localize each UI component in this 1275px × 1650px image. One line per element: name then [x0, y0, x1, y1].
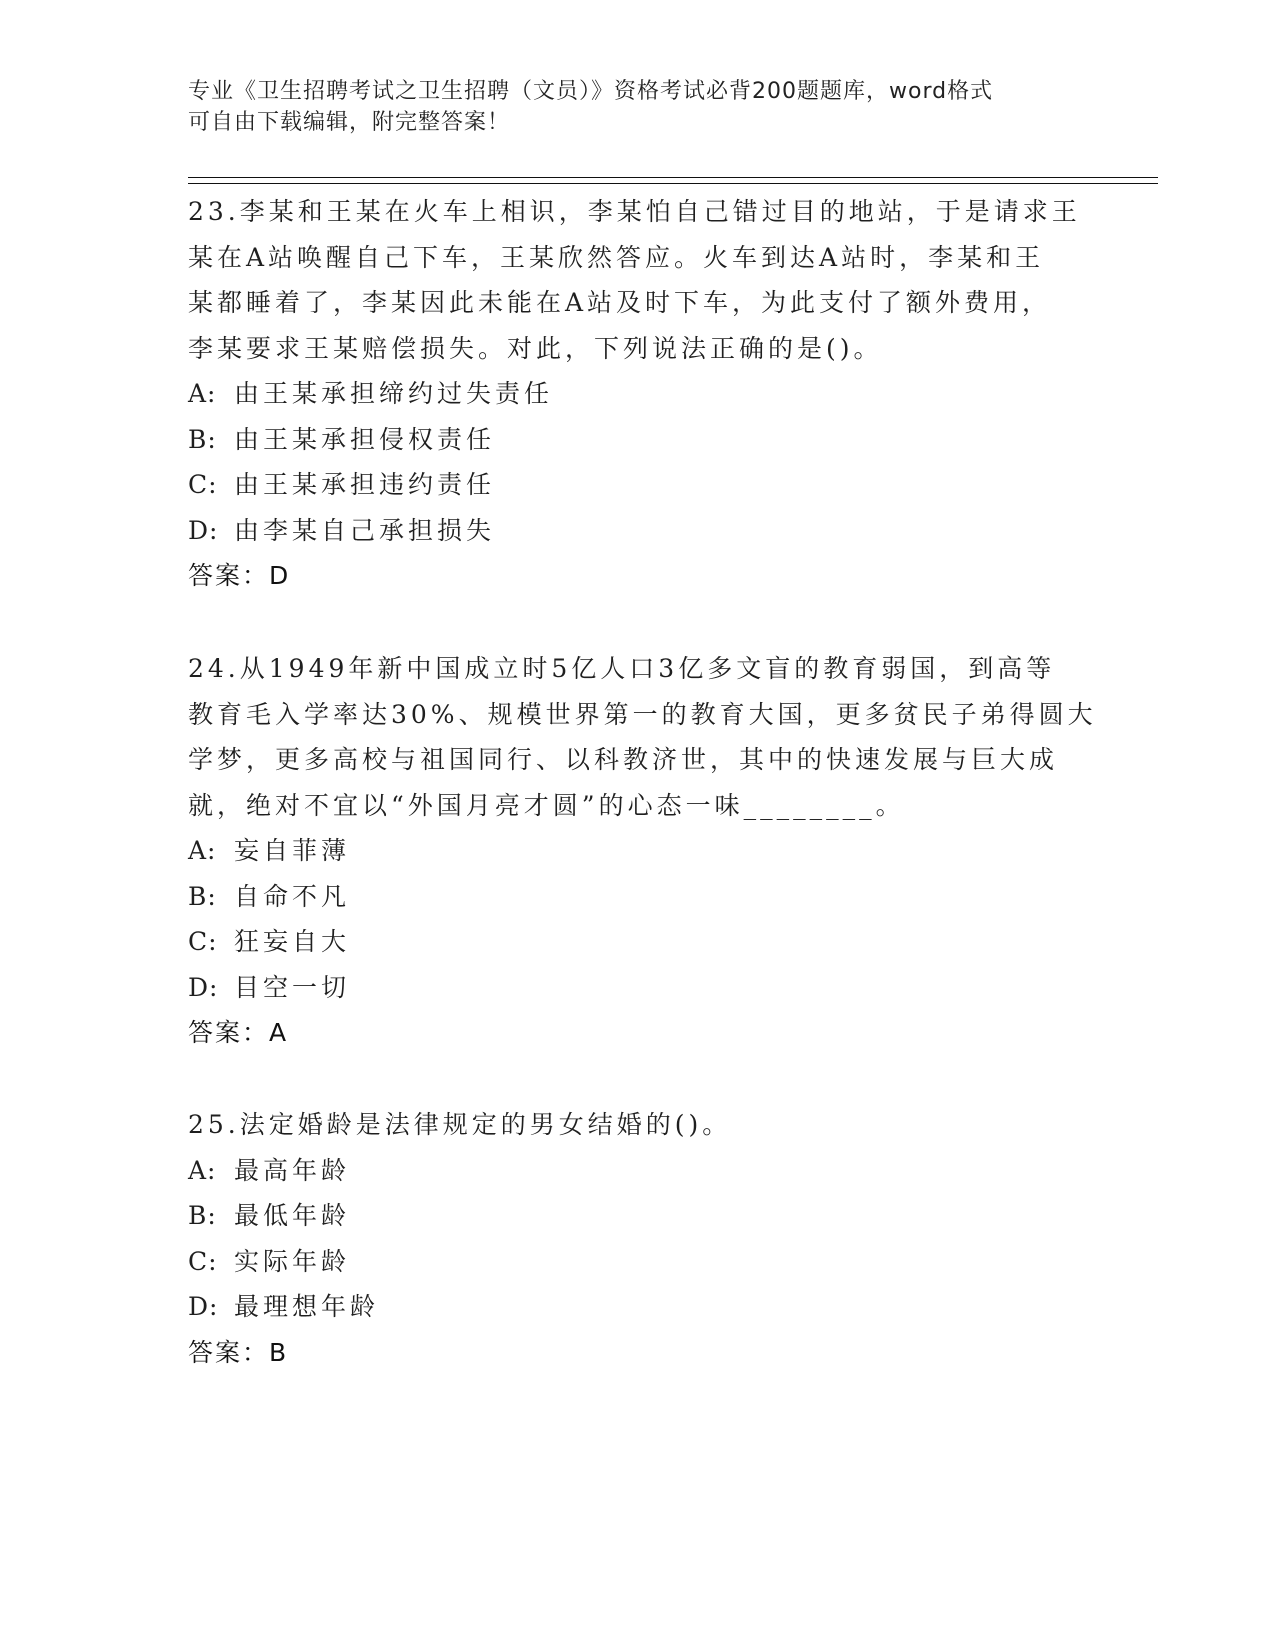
option-key: B: [188, 424, 217, 454]
option-key: A: [188, 1155, 217, 1185]
option-c [188, 919, 1088, 965]
option-text: 实际年龄 [234, 1246, 351, 1276]
option-b [188, 1193, 1088, 1239]
option-c [188, 1239, 1088, 1285]
question-text-line: 24.从1949年新中国成立时5亿人口3亿多文盲的教育弱国，到高等 [188, 654, 1056, 683]
question-text-line: 学梦，更多高校与祖国同行、以科教济世，其中的快速发展与巨大成 [188, 745, 1059, 774]
option-text: 自命不凡 [234, 881, 351, 911]
option-d [188, 508, 1088, 554]
answer-line: 答案：B [188, 1337, 289, 1367]
option-key: A: [188, 836, 217, 865]
option-key: B: [188, 1201, 217, 1230]
question-23 [188, 189, 1088, 599]
option-d [188, 965, 1088, 1011]
option-key: A: [188, 379, 217, 408]
option-c [188, 462, 1088, 508]
option-key: C: [188, 1246, 218, 1276]
option-key: D: [188, 1292, 219, 1321]
option-a [188, 1148, 1088, 1194]
question-25 [188, 1102, 1088, 1375]
option-text: 妄自菲薄 [234, 836, 351, 865]
question-text-line: 教育毛入学率达30%、规模世界第一的教育大国，更多贫民子弟得圆大 [188, 699, 1097, 729]
question-text-line: 23.李某和王某在火车上相识，李某怕自己错过目的地站，于是请求王 [188, 197, 1081, 226]
option-a [188, 371, 1088, 417]
option-key: C: [188, 470, 218, 499]
question-text-line: 25.法定婚龄是法律规定的男女结婚的()。 [188, 1110, 732, 1139]
header-divider-top [188, 177, 1158, 178]
answer-line: 答案：D [188, 561, 291, 590]
option-text: 由王某承担侵权责任 [234, 424, 496, 454]
option-key: B: [188, 881, 217, 911]
question-24 [188, 646, 1097, 1056]
header-line-1: 专业《卫生招聘考试之卫生招聘（文员）》资格考试必背200题题库，word格式 [188, 79, 994, 104]
option-key: C: [188, 927, 218, 956]
option-text: 目空一切 [234, 972, 351, 1002]
question-text-line: 某在A站唤醒自己下车，王某欣然答应。火车到达A站时，李某和王 [188, 242, 1045, 272]
question-text-line: 某都睡着了，李某因此未能在A站及时下车，为此支付了额外费用， [188, 288, 1052, 317]
option-list [188, 371, 1088, 553]
option-key: D: [188, 972, 219, 1002]
option-text: 由王某承担违约责任 [234, 470, 496, 499]
option-text: 最高年龄 [234, 1155, 351, 1185]
option-key: D: [188, 515, 219, 545]
option-text: 由李某自己承担损失 [234, 515, 496, 545]
option-text: 最理想年龄 [234, 1292, 380, 1321]
header-line-2: 可自由下载编辑，附完整答案！ [188, 110, 511, 135]
option-text: 由王某承担缔约过失责任 [234, 379, 554, 408]
answer-line: 答案：A [188, 1018, 289, 1047]
option-text: 狂妄自大 [234, 927, 351, 956]
question-text-line: 李某要求王某赔偿损失。对此，下列说法正确的是()。 [188, 333, 883, 363]
header-divider-bottom [188, 183, 1158, 184]
option-b [188, 874, 1088, 920]
document-header [188, 76, 1088, 138]
option-list [188, 1148, 1088, 1330]
question-text-line: 就，绝对不宜以“外国月亮才圆”的心态一味________。 [188, 790, 905, 820]
option-d [188, 1284, 1088, 1330]
option-list [188, 828, 1088, 1010]
option-text: 最低年龄 [234, 1201, 351, 1230]
option-b [188, 417, 1088, 463]
option-a [188, 828, 1088, 874]
